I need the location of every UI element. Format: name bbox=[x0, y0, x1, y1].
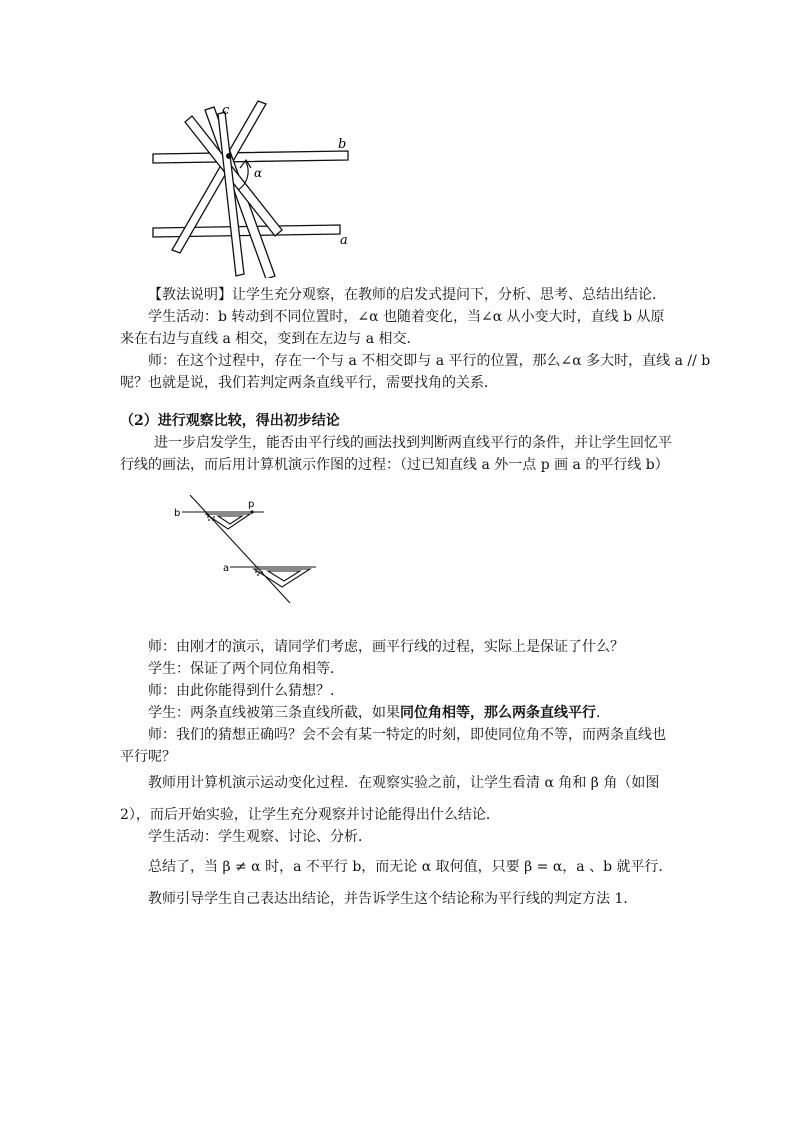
label-b: b bbox=[338, 137, 347, 152]
closing-line-4: 总结了，当 β ≠ α 时，a 不平行 b，而无论 α 取何值，只要 β = α，a 、b 就平行． bbox=[148, 859, 673, 875]
teacher-question: 师：在这个过程中，存在一个与 a 不相交即与 a 平行的位置，那么∠α 多大时，直线 a // b bbox=[148, 353, 711, 369]
section-text-1: 进一步启发学生，能否由平行线的画法找到判断两直线平行的条件，并让学生回忆平 bbox=[154, 435, 672, 451]
set-square-lower-inner bbox=[268, 571, 300, 581]
closing-line-2: 2），而后开始实验，让学生充分观察并讨论能得出什么结论． bbox=[120, 807, 500, 823]
dialog-teacher-1: 师：由刚才的演示，请同学们考虑，画平行线的过程，实际上是保证了什么？ bbox=[148, 639, 624, 655]
label-b: b bbox=[174, 508, 181, 519]
label-p: p bbox=[248, 499, 255, 510]
dialog-teacher-2: 师：由此你能得到什么猜想？． bbox=[148, 683, 344, 699]
figure-rotating-lines bbox=[150, 98, 360, 278]
student-activity-line: 学生活动：b 转动到不同位置时，∠α 也随着变化，当∠α 从小变大时，直线 b 从原 bbox=[148, 309, 665, 325]
section-heading: （2）进行观察比较，得出初步结论 bbox=[120, 413, 340, 429]
section-text-2: 行线的画法，而后用计算机演示作图的过程：（过已知直线 a 外一点 p 画 a 的平行线 b） bbox=[120, 457, 669, 473]
dialog-student-1: 学生：保证了两个同位角相等． bbox=[148, 661, 344, 677]
dialog-teacher-3: 师：我们的猜想正确吗？会不会有某一特定的时刻，即使同位角不等，而两条直线也 bbox=[148, 727, 666, 743]
closing-line-1: 教师用计算机演示运动变化过程．在观察实验之前，让学生看清 α 角和 β 角（如图 bbox=[148, 775, 660, 791]
closing-line-5: 教师引导学生自己表达出结论，并告诉学生这个结论称为平行线的判定方法 1． bbox=[148, 891, 638, 907]
dialog-student-2-suffix: ． bbox=[596, 705, 610, 721]
line-b-strip bbox=[153, 151, 348, 163]
figure-set-square bbox=[168, 495, 328, 607]
dialog-student-2-prefix: 学生：两条直线被第三条直线所截，如果 bbox=[148, 705, 400, 721]
set-square-upper-inner bbox=[218, 516, 242, 524]
guide-ruler-line bbox=[190, 495, 290, 603]
point-p bbox=[250, 510, 253, 513]
student-activity-cont: 来在右边与直线 a 相交，变到在左边与 a 相交． bbox=[120, 331, 421, 347]
label-a: a bbox=[223, 563, 230, 574]
teaching-note: 【教法说明】让学生充分观察，在教师的启发式提问下，分析、思考、总结出结论． bbox=[148, 287, 666, 303]
teacher-question-cont: 呢？也就是说，我们若判定两条直线平行，需要找角的关系． bbox=[120, 375, 498, 391]
intersection-point bbox=[226, 153, 232, 159]
label-a: a bbox=[340, 233, 348, 248]
dialog-student-2-conclusion: 同位角相等，那么两条直线平行 bbox=[400, 705, 596, 721]
label-c: c bbox=[222, 103, 230, 118]
closing-line-3: 学生活动：学生观察、讨论、分析． bbox=[148, 829, 372, 845]
label-alpha: α bbox=[254, 166, 263, 180]
dialog-teacher-3-cont: 平行呢？ bbox=[120, 749, 176, 765]
dialog-student-2 bbox=[120, 702, 708, 724]
